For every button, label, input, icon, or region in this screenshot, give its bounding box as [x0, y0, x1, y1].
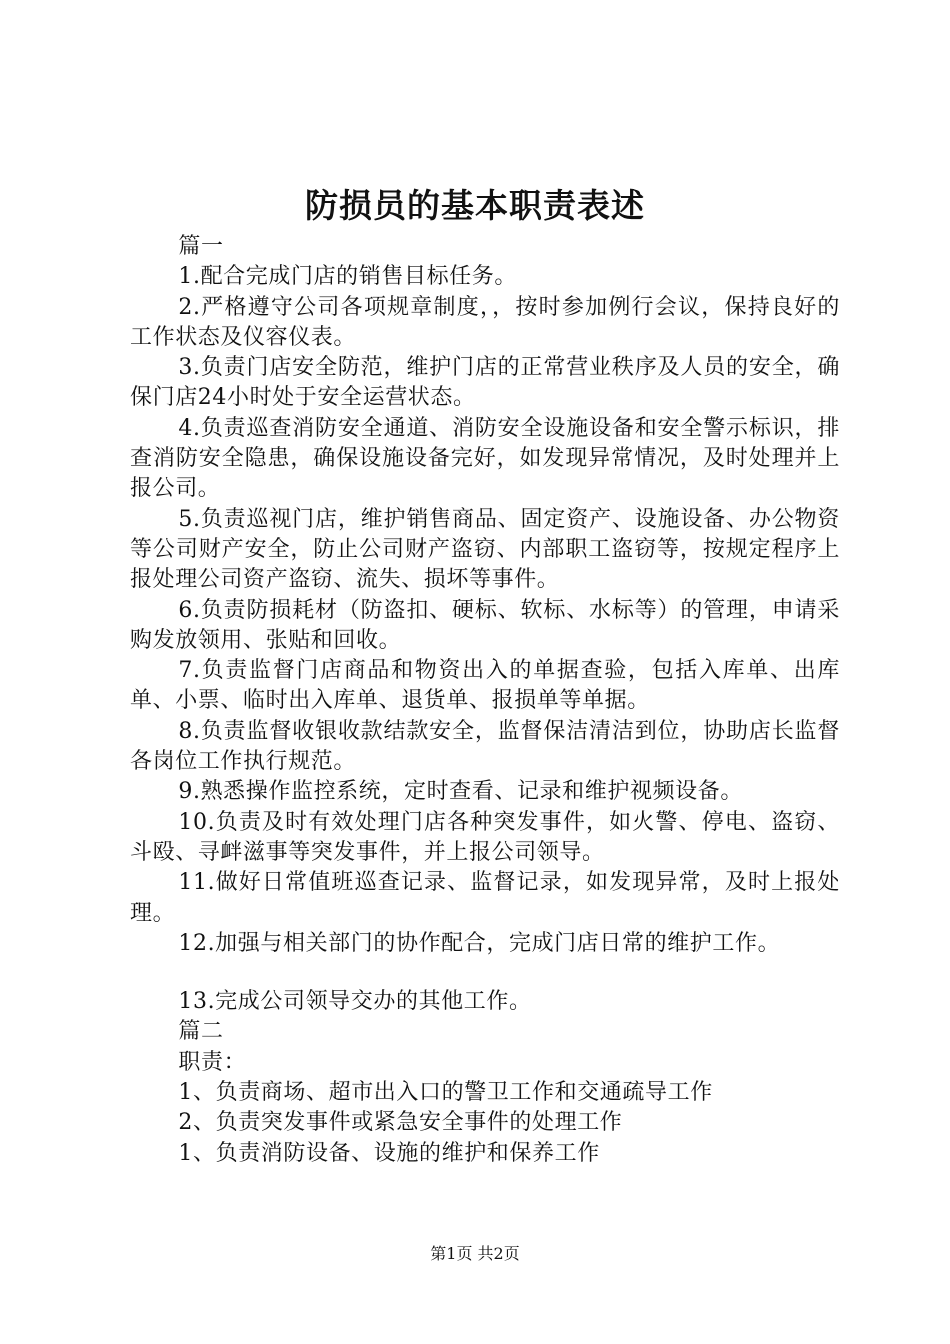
paragraph-item-2: 2.严格遵守公司各项规章制度，，按时参加例行会议，保持良好的工作状态及仪容仪表。: [130, 294, 840, 350]
document-body: [130, 232, 840, 1169]
paragraph-item-3: 3.负责门店安全防范，维护门店的正常营业秩序及人员的安全，确保门店24小时处于安全运营状态。: [130, 355, 840, 411]
paragraph-duties-label: 职责：: [178, 1049, 247, 1075]
paragraph-section-2-heading: 篇二: [178, 1019, 224, 1045]
paragraph-item-9: 9.熟悉操作监控系统，定时查看、记录和维护视频设备。: [178, 779, 743, 805]
paragraph-duty-1: 1、负责商场、超市出入口的警卫工作和交通疏导工作: [178, 1080, 713, 1106]
paragraph-item-1: 1.配合完成门店的销售目标任务。: [178, 264, 517, 290]
page-title: 防损员的基本职责表述: [305, 186, 645, 225]
paragraph-section-1-heading: 篇一: [178, 234, 224, 259]
paragraph-item-4: 4.负责巡查消防安全通道、消防安全设施设备和安全警示标识，排查消防安全隐患，确保设施设备完好，如发现异常情况，及时处理并上报公司。: [130, 415, 840, 502]
paragraph-item-5: 5.负责巡视门店，维护销售商品、固定资产、设施设备、办公物资等公司财产安全，防止公司财产盗窃、内部职工盗窃等，按规定程序上报处理公司资产盗窃、流失、损坏等事件。: [130, 506, 840, 593]
paragraph-item-7: 7.负责监督门店商品和物资出入的单据查验，包括入库单、出库单、小票、临时出入库单、退货单、报损单等单据。: [130, 658, 840, 714]
paragraph-item-10: 10.负责及时有效处理门店各种突发事件，如火警、停电、盗窃、斗殴、寻衅滋事等突发事件，并上报公司领导。: [130, 809, 840, 865]
paragraph-item-11: 11.做好日常值班巡查记录、监督记录，如发现异常，及时上报处理。: [130, 870, 840, 926]
paragraph-item-12: 12.加强与相关部门的协作配合，完成门店日常的维护工作。: [178, 930, 781, 956]
paragraph-item-8: 8.负责监督收银收款结款安全，监督保洁清洁到位，协助店长监督各岗位工作执行规范。: [130, 718, 840, 775]
paragraph-duty-3: 1、负责消防设备、设施的维护和保养工作: [178, 1140, 600, 1166]
page-number: 第1页 共2页: [430, 1244, 520, 1263]
paragraph-item-13: 13.完成公司领导交办的其他工作。: [178, 989, 532, 1015]
paragraph-item-6: 6.负责防损耗材（防盗扣、硬标、软标、水标等）的管理，申请采购发放领用、张贴和回收。: [130, 597, 840, 653]
paragraph-duty-2: 2、负责突发事件或紧急安全事件的处理工作: [178, 1110, 623, 1136]
